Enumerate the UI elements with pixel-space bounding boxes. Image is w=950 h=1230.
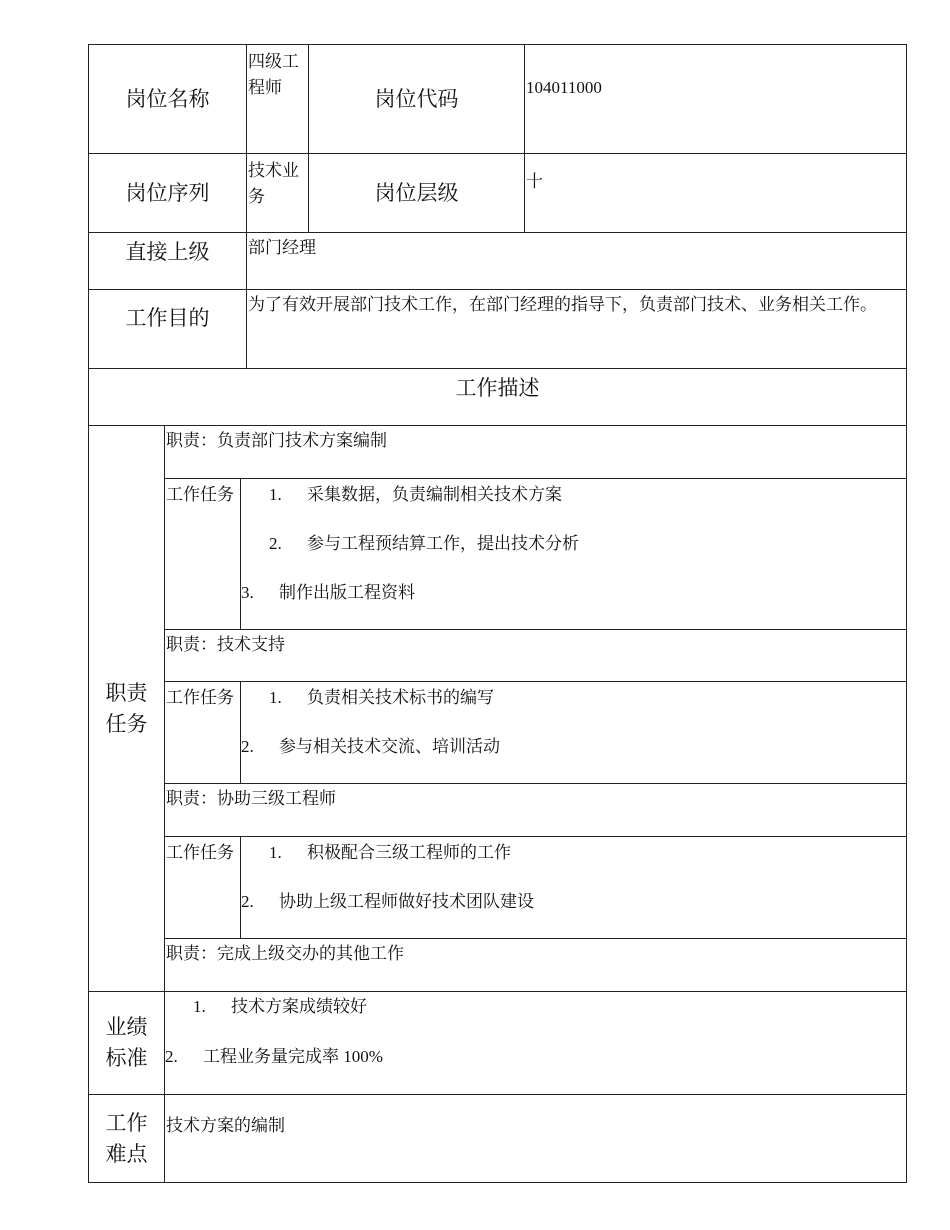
duty-row (89, 426, 907, 479)
task-text: 参与工程预结算工作，提出技术分析 (307, 534, 579, 553)
duty-row (89, 939, 907, 992)
performance-text: 技术方案成绩较好 (231, 997, 367, 1016)
row-post-name (89, 45, 907, 154)
task-number: 2. (241, 737, 254, 756)
task-item (241, 889, 906, 938)
job-description-table (88, 44, 907, 1183)
task-text: 负责相关技术标书的编写 (307, 688, 494, 707)
duty-row (89, 630, 907, 682)
task-number: 1. (269, 485, 282, 504)
task-number: 2. (241, 892, 254, 911)
task-label: 工作任务 (165, 837, 241, 939)
duty-title: 职责：协助三级工程师 (165, 784, 907, 837)
difficulty-label: 工作 难点 (89, 1095, 165, 1183)
task-item (241, 734, 906, 783)
task-label: 工作任务 (165, 682, 241, 784)
job-description-sheet (88, 44, 906, 1177)
task-text: 采集数据，负责编制相关技术方案 (307, 485, 562, 504)
supervisor-label: 直接上级 (89, 233, 247, 290)
task-list (241, 837, 907, 939)
performance-item (165, 994, 906, 1044)
task-list (241, 479, 907, 630)
row-purpose (89, 290, 907, 369)
row-difficulty (89, 1095, 907, 1183)
task-number: 1. (269, 688, 282, 707)
post-name-label: 岗位名称 (89, 45, 247, 154)
performance-list (165, 992, 907, 1095)
purpose-label: 工作目的 (89, 290, 247, 369)
task-text: 参与相关技术交流、培训活动 (279, 737, 500, 756)
duty-title: 职责：负责部门技术方案编制 (165, 426, 907, 479)
post-level-value: 十 (525, 154, 907, 233)
duty-title: 职责：完成上级交办的其他工作 (165, 939, 907, 992)
post-series-value: 技术业务 (247, 154, 309, 233)
task-row (89, 682, 907, 784)
task-item (241, 531, 906, 580)
post-code-value: 104011000 (525, 45, 907, 154)
description-title: 工作描述 (89, 369, 907, 426)
performance-label: 业绩 标准 (89, 992, 165, 1095)
performance-number: 1. (193, 997, 206, 1016)
row-performance (89, 992, 907, 1095)
duty-row (89, 784, 907, 837)
purpose-value: 为了有效开展部门技术工作，在部门经理的指导下，负责部门技术、业务相关工作。 (247, 290, 907, 369)
duty-title: 职责：技术支持 (165, 630, 907, 682)
task-item (241, 840, 906, 889)
supervisor-value: 部门经理 (247, 233, 907, 290)
task-number: 2. (269, 534, 282, 553)
task-text: 制作出版工程资料 (279, 583, 415, 602)
task-text: 积极配合三级工程师的工作 (307, 843, 511, 862)
post-name-value: 四级工程师 (247, 45, 309, 154)
performance-item (165, 1044, 906, 1094)
task-number: 1. (269, 843, 282, 862)
task-item (241, 580, 906, 629)
task-item (241, 685, 906, 734)
duties-section-label: 职责 任务 (89, 426, 165, 992)
task-text: 协助上级工程师做好技术团队建设 (279, 892, 534, 911)
row-supervisor (89, 233, 907, 290)
task-list (241, 682, 907, 784)
post-series-label: 岗位序列 (89, 154, 247, 233)
task-number: 3. (241, 583, 254, 602)
performance-text: 工程业务量完成率 100% (203, 1047, 383, 1066)
row-post-series (89, 154, 907, 233)
task-item (241, 482, 906, 531)
performance-number: 2. (165, 1047, 178, 1066)
task-label: 工作任务 (165, 479, 241, 630)
difficulty-value: 技术方案的编制 (165, 1095, 907, 1183)
task-row (89, 479, 907, 630)
row-description-title (89, 369, 907, 426)
task-row (89, 837, 907, 939)
post-code-label: 岗位代码 (309, 45, 525, 154)
post-level-label: 岗位层级 (309, 154, 525, 233)
